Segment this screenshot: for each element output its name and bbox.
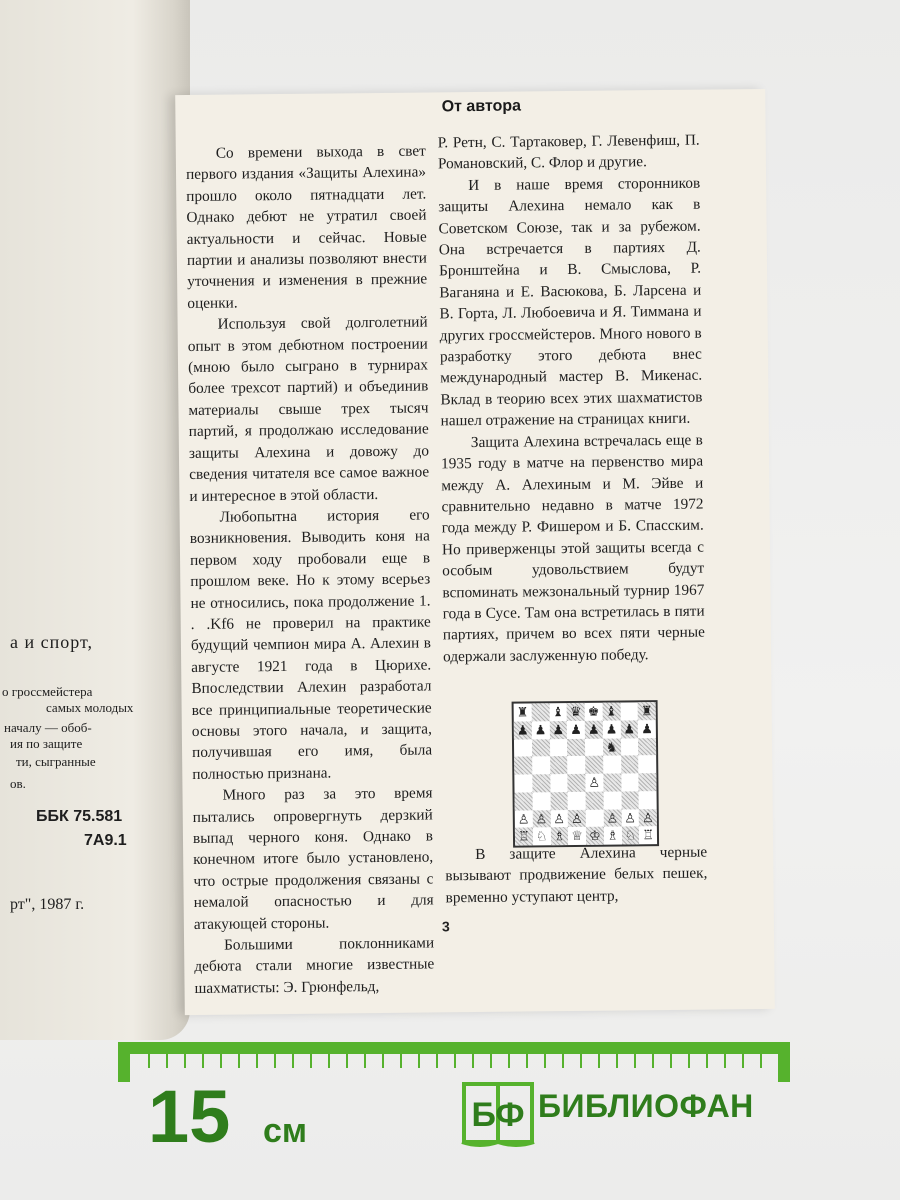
chess-piece-square: ♟ [585,720,603,738]
ruler-tick [436,1054,438,1068]
ruler-tick [382,1054,384,1068]
ruler-tick [706,1054,708,1068]
chess-square [620,702,638,720]
chess-square [568,792,586,810]
ruler-tick [292,1054,294,1068]
ruler-tick [220,1054,222,1068]
text-column-left [186,140,435,999]
paragraph: Любопытна история его возникновения. Выводить коня на первом ходу пробовали еще в прошлом веке. Но к этому всерьез не относились, пока продолжение 1. . .Kf6 не проверил на практике будущий чемпион мира А. Алехин в августе 1921 года в Цюрихе. Впоследствии Алехин разработал все принципиальные теоретические основы этого начала, и защита, получившая его имя, была полностью признана. [189,506,433,783]
chess-piece-square: ♙ [639,809,657,827]
ruler-bar [118,1042,790,1054]
ruler-tick [562,1054,564,1068]
chess-square [586,809,604,827]
ruler-tick [346,1054,348,1068]
left-page-line: ти, сыгранные [16,754,96,769]
left-page [0,0,190,1040]
size-number: 15 [148,1075,231,1158]
chess-square [638,755,656,773]
ruler-tick [184,1054,186,1068]
chess-square [621,791,639,809]
chess-square [567,756,585,774]
ruler-tick [256,1054,258,1068]
chess-square [550,756,568,774]
size-banner [118,1042,790,1160]
chess-piece-square: ♗ [606,827,619,843]
ruler-tick [634,1054,636,1068]
chess-piece-square: ♟ [570,721,582,737]
chess-piece-square: ♙ [624,809,637,825]
chess-square [603,773,621,791]
ruler-tick [310,1054,312,1068]
ruler-tick [742,1054,744,1068]
ruler-tick [148,1054,150,1068]
left-page-line: ия по защите [10,736,83,751]
chess-piece-square: ♟ [534,722,547,738]
ruler-tick [544,1054,546,1068]
chess-square [585,738,603,756]
chess-square [532,792,550,810]
chess-piece-square: ♔ [586,827,604,845]
paragraph: В защите Алехина черные вызывают продвижение белых пешек, временно уступают центр, [445,843,708,907]
chess-square [550,774,568,792]
ruler-tick [598,1054,600,1068]
ruler-tick [688,1054,690,1068]
chess-piece-square: ♙ [553,810,566,826]
ruler-tick [616,1054,618,1068]
chess-piece-square: ♟ [620,720,638,738]
logo-letters: БФ [471,1096,525,1134]
chess-piece-square: ♟ [641,720,653,737]
chess-square [515,792,533,810]
chess-square [586,791,604,809]
chess-square [621,756,639,774]
chess-square [603,756,621,774]
ruler-tick [166,1054,168,1068]
ruler-tick [364,1054,366,1068]
chess-piece-square: ♙ [517,810,530,827]
chess-piece-square: ♗ [550,827,568,845]
ruler-tick [400,1054,402,1068]
ruler-tick [328,1054,330,1068]
chess-square [620,738,638,756]
chess-piece-square: ♜ [638,702,656,720]
ruler-tick [472,1054,474,1068]
left-page-line: а и спорт, [10,632,94,652]
chess-square [532,739,550,757]
chess-piece-square: ♛ [567,703,585,721]
brand-name: БИБЛИОФАН [538,1088,754,1124]
paragraph: Защита Алехина встречалась еще в 1935 году в матче на первенство мира между А. Алехиным и М. Эйве и сравнительно недавно в матче 1972 года между Р. Фишером и Б. Спасским. Но приверженцы этой защиты всегда с особым удовольствием будут вспоминать межзональный турнир 1967 года в Сусе. Там она встретилась в пяти партиях, причем во всех пяти черные одержали заслуженную победу. [440,431,705,666]
paragraph: Используя свой долголетний опыт в этом дебютном построении (мною было сыграно в турнирах более трехсот партий) и объединив материалы свыше трех тысяч партий, я продолжаю исследование защиты Алехина и довожу до сведения читателя все самое важное и интересное в этой области. [187,313,430,505]
chess-square [549,739,567,757]
chess-piece-square: ♖ [642,827,655,843]
chess-piece-square: ♕ [571,828,584,844]
ruler-end-left [118,1042,130,1082]
chess-piece-square: ♘ [535,828,548,844]
paragraph: Со времени выхода в свет первого издания «Защиты Алехина» прошло около пятнадцати лет. Однако дебют не утратил своей актуальности и сейчас. Новые партии и анализы позволяют внести уточнения и изменения в прежние оценки. [185,142,428,312]
chess-diagram [512,700,660,848]
chess-square [568,774,586,792]
left-page-line: ББК 75.581 [36,808,123,825]
chess-square [550,792,568,810]
left-page-line: началу — обоб- [4,720,92,735]
paragraph: Большими поклонниками дебюта стали многие известные шахматисты: Э. Грюнфельд, [194,934,435,997]
left-page-line: самых молодых [46,700,134,715]
chess-piece-square: ♟ [514,721,532,739]
chess-square [531,703,549,721]
ruler-tick [652,1054,654,1068]
chess-square [514,774,532,792]
chess-piece-square: ♝ [552,704,564,720]
right-page [175,89,775,1015]
left-page-line: 7А9.1 [84,832,127,849]
chess-piece-square: ♜ [516,704,529,720]
chess-square [532,774,550,792]
chess-square [514,739,532,757]
chess-square [567,738,585,756]
chess-square [639,791,657,809]
chess-square [603,791,621,809]
diagram-caption [445,842,708,909]
book-logo-icon [458,1078,538,1148]
ruler-tick [724,1054,726,1068]
ruler-tick [670,1054,672,1068]
ruler-tick [760,1054,762,1068]
page-title: От автора [441,97,522,116]
ruler-tick [490,1054,492,1068]
paragraph: Много раз за это время пытались опровергнуть дерзкий выпад черного коня. Однако в конечном итоге было установлено, что острые продолжения связаны с немалой опасностью и для атакующей стороны. [192,784,434,933]
ruler-tick [238,1054,240,1068]
chess-square [639,773,657,791]
ruler-tick [580,1054,582,1068]
chess-square [621,773,639,791]
ruler-tick [418,1054,420,1068]
ruler-tick [202,1054,204,1068]
ruler-tick [454,1054,456,1068]
chess-square [532,756,550,774]
chess-piece-square: ♞ [603,738,621,756]
chess-piece-square: ♟ [605,721,618,737]
left-page-line: о гроссмейстера [2,684,93,699]
chess-piece-square: ♙ [568,809,586,827]
ruler-tick [508,1054,510,1068]
chess-square [585,756,603,774]
size-unit: см [263,1112,308,1150]
chess-piece-square: ♟ [549,721,567,739]
chess-square [514,757,532,775]
chess-piece-square: ♝ [602,702,620,720]
ruler-tick [526,1054,528,1068]
chess-piece-square: ♖ [515,828,533,846]
ruler-end-right [778,1042,790,1082]
text-column-right [438,130,706,668]
chess-piece-square: ♘ [621,827,639,845]
paragraph: Р. Ретн, С. Тартаковер, Г. Левенфиш, П. Романовский, С. Флор и другие. [437,131,700,173]
left-page-line: ов. [10,776,26,791]
left-page-line: рт", 1987 г. [10,896,85,913]
chess-piece-square: ♙ [603,809,621,827]
page-number: 3 [441,918,450,935]
chess-piece-square: ♚ [587,703,600,719]
paragraph: И в наше время сторонников защиты Алехина немало как в Советском Союзе, так и за рубежом. Она встречается в партиях Д. Бронштейна и В. Смыслова, Р. Ваганяна и Е. Васюкова, Б. Ларсена и В. Горта, Л. Любоевича и Я. Тиммана и других гроссмейстеров. Много нового в разработку этого дебюта внес международный мастер В. Микенас. Вклад в теорию всех этих шахматистов нашел отражение на страницах книги. [438,174,703,430]
chess-square [638,738,656,756]
chess-piece-square: ♙ [532,810,550,828]
chess-piece-square: ♙ [588,774,601,790]
ruler-ticks [130,1054,778,1068]
ruler-tick [274,1054,276,1068]
